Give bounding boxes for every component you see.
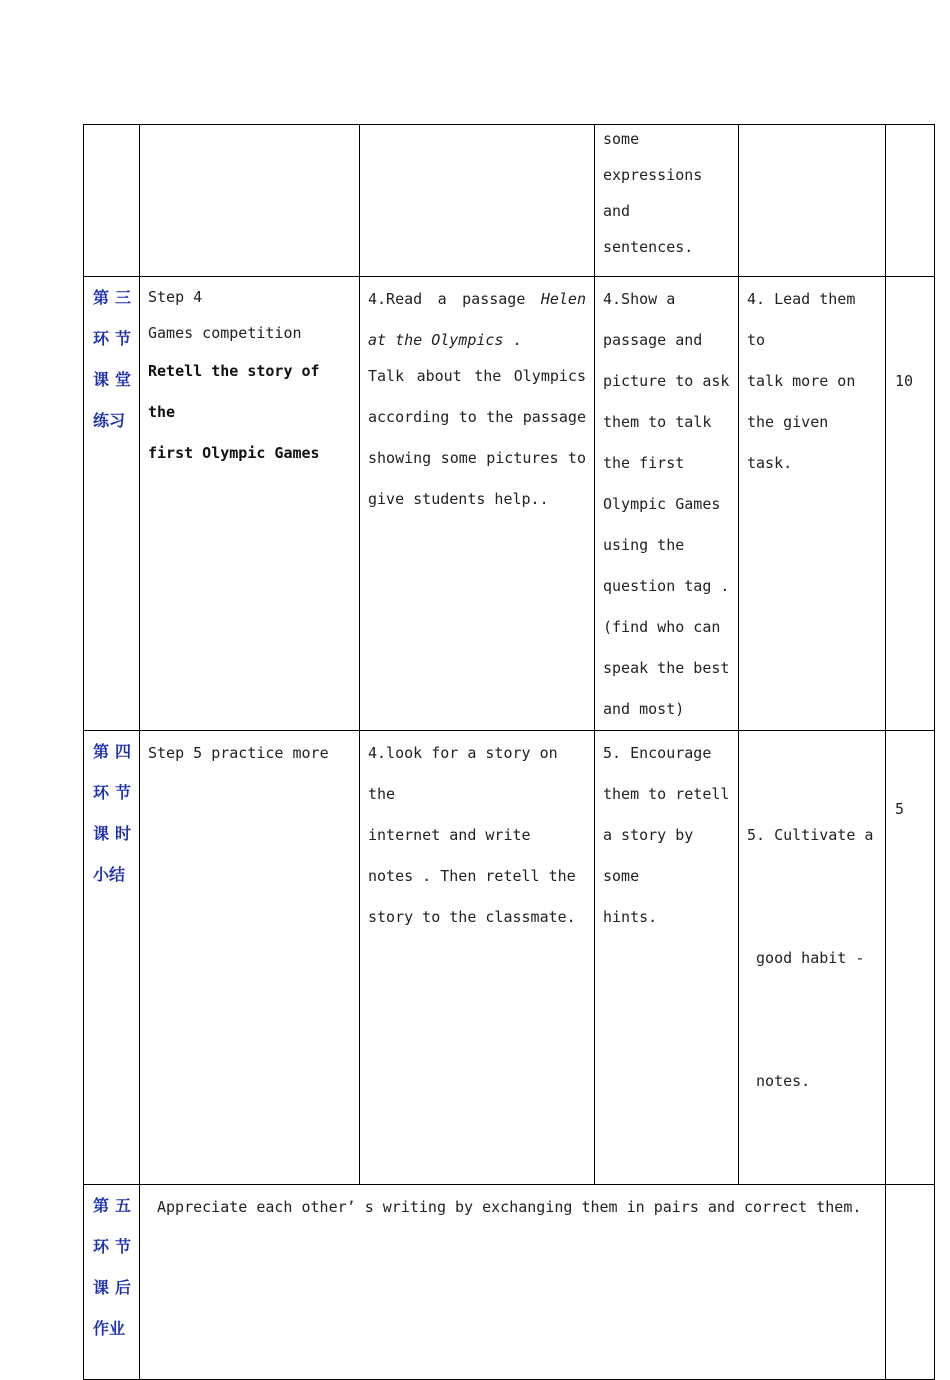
stage-cell <box>84 731 140 1185</box>
text-line: a story by some <box>603 826 694 885</box>
text-line: good habit - <box>747 949 865 967</box>
text-line: question tag . <box>603 577 730 595</box>
table-row <box>84 1185 935 1380</box>
text-line: sentences. <box>603 238 694 256</box>
time-cell <box>886 1185 935 1380</box>
stage-label-line: 第 五 <box>93 1196 131 1215</box>
student-activity-cell <box>360 125 595 277</box>
text-line: them to talk <box>603 413 712 431</box>
text-line: 5. Encourage <box>603 744 712 762</box>
stage-label-line: 环 节 <box>93 1237 131 1256</box>
table-row <box>84 125 935 277</box>
text-line: some <box>603 130 640 148</box>
text-line: 4.look for a story on the <box>368 744 558 803</box>
text-line: the given task. <box>747 413 829 472</box>
text-line: hints. <box>603 908 658 926</box>
stage-label-line: 作业 <box>93 1319 126 1338</box>
time-value: 10 <box>895 372 914 390</box>
time-cell <box>886 731 935 1185</box>
stage-label-line: 第 四 <box>93 742 131 761</box>
purpose-cell <box>739 731 886 1185</box>
text-line: expressions and <box>603 166 703 220</box>
stage-label-line: 第 三 <box>93 288 131 307</box>
stage-cell <box>84 1185 140 1380</box>
step-cell <box>140 731 360 1185</box>
text-line: 5. Cultivate a <box>747 826 874 844</box>
student-activity-cell <box>360 731 595 1185</box>
student-activity-suffix: . <box>503 331 522 349</box>
text-line: first Olympic Games <box>148 444 320 462</box>
stage-label-line: 课 时 <box>93 824 131 843</box>
text-line: Retell the story of the <box>148 362 320 421</box>
text-line: 4.Show a <box>603 290 676 308</box>
homework-cell <box>140 1185 886 1380</box>
table-row <box>84 277 935 731</box>
student-activity-cell <box>360 277 595 731</box>
step-title: Step 5 practice more <box>148 744 329 762</box>
step-task <box>148 351 351 474</box>
passage-title: Helen at the Olympics <box>368 290 586 349</box>
student-activity-prefix: 4.Read a passage <box>368 290 541 308</box>
lesson-plan-table <box>83 124 935 1380</box>
text-line: notes. <box>747 1072 811 1090</box>
table-row <box>84 731 935 1185</box>
text-line: them to retell <box>603 785 730 803</box>
teacher-activity-cell <box>595 277 739 731</box>
stage-label-line: 环 节 <box>93 329 131 348</box>
time-cell <box>886 125 935 277</box>
text-line: and most) <box>603 700 685 718</box>
teacher-activity-cell <box>595 125 739 277</box>
text-line: story to the classmate. <box>368 908 576 926</box>
text-line: the first <box>603 454 685 472</box>
stage-label-line: 练习 <box>93 411 126 430</box>
text-line: notes . Then retell the <box>368 867 576 885</box>
stage-cell <box>84 125 140 277</box>
teacher-activity-cell <box>595 731 739 1185</box>
homework-text: Appreciate each other’ s writing by exchanging them in pairs and correct them. <box>157 1198 862 1216</box>
text-line: internet and write <box>368 826 531 844</box>
text-line: 4. Lead them to <box>747 290 856 349</box>
text-line: Olympic Games <box>603 495 721 513</box>
stage-label-line: 环 节 <box>93 783 131 802</box>
stage-label-line: 课 后 <box>93 1278 131 1297</box>
step-title: Step 4 <box>148 288 203 306</box>
step-cell <box>140 125 360 277</box>
text-line: talk more on <box>747 372 856 390</box>
text-line: speak the best <box>603 659 730 677</box>
text-line: picture to ask <box>603 372 730 390</box>
text-line: passage and <box>603 331 703 349</box>
student-activity-body: Talk about the Olympics according to the passage showing some pictures to give students help.. <box>368 367 586 508</box>
purpose-cell <box>739 125 886 277</box>
step-subtitle: Games competition <box>148 324 302 342</box>
purpose-cell <box>739 277 886 731</box>
time-cell <box>886 277 935 731</box>
text-line: (find who can <box>603 618 721 636</box>
text-line: using the <box>603 536 685 554</box>
stage-label-line: 课 堂 <box>93 370 131 389</box>
time-value: 5 <box>895 800 905 818</box>
step-cell <box>140 277 360 731</box>
stage-cell <box>84 277 140 731</box>
stage-label-line: 小结 <box>93 865 126 884</box>
